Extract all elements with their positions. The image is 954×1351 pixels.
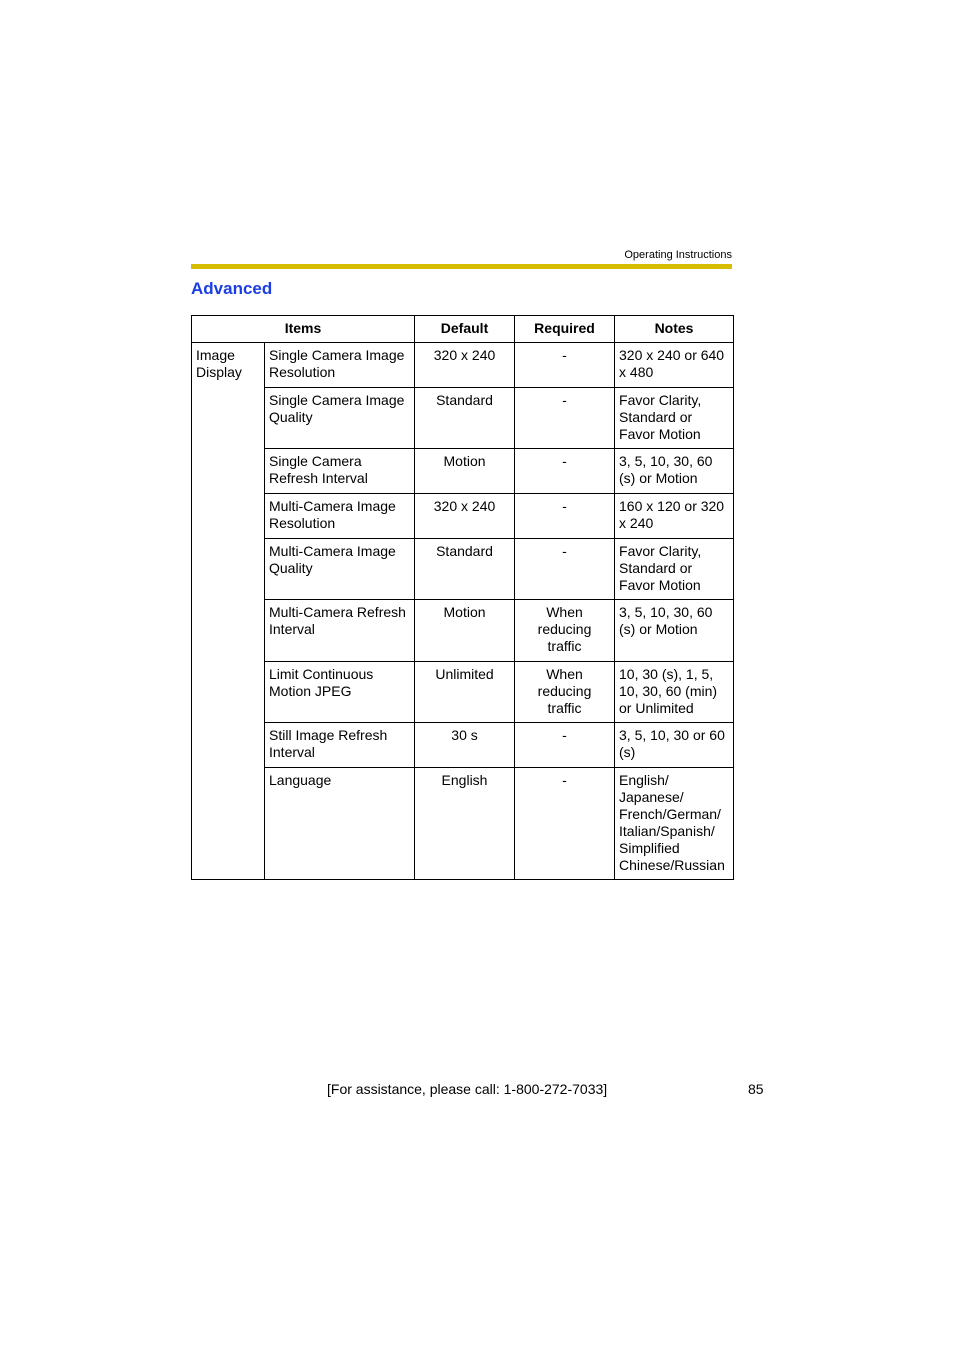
table-row (192, 388, 734, 449)
section-title: Advanced (191, 279, 273, 298)
required-cell: - (515, 768, 615, 880)
page-number: 85 (748, 1081, 764, 1097)
default-cell: 30 s (415, 723, 515, 768)
header-rule (191, 264, 732, 269)
notes-cell: 3, 5, 10, 30, 60 (s) or Motion (615, 449, 734, 494)
required-cell: When reducing traffic (515, 662, 615, 723)
item-cell: Single Camera Image Quality (265, 388, 415, 449)
group-label: Image Display (192, 343, 265, 880)
column-header-items: Items (192, 316, 415, 343)
item-cell: Multi-Camera Image Quality (265, 539, 415, 600)
required-cell: When reducing traffic (515, 600, 615, 662)
table-row (192, 539, 734, 600)
notes-cell: 3, 5, 10, 30, 60 (s) or Motion (615, 600, 734, 662)
column-header-default: Default (415, 316, 515, 343)
item-cell: Single Camera Refresh Interval (265, 449, 415, 494)
notes-cell: Favor Clarity, Standard or Favor Motion (615, 388, 734, 449)
table-row (192, 768, 734, 880)
default-cell: Standard (415, 388, 515, 449)
item-cell: Multi-Camera Refresh Interval (265, 600, 415, 662)
item-cell: Single Camera Image Resolution (265, 343, 415, 388)
header-text: Operating Instructions (624, 249, 732, 261)
required-cell: - (515, 388, 615, 449)
required-cell: - (515, 723, 615, 768)
default-cell: Unlimited (415, 662, 515, 723)
item-cell: Language (265, 768, 415, 880)
table-row (192, 343, 734, 388)
notes-cell: 10, 30 (s), 1, 5, 10, 30, 60 (min) or Unlimited (615, 662, 734, 723)
table-row (192, 600, 734, 662)
default-cell: Standard (415, 539, 515, 600)
item-cell: Multi-Camera Image Resolution (265, 494, 415, 539)
table-row (192, 494, 734, 539)
default-cell: Motion (415, 600, 515, 662)
table-row (192, 662, 734, 723)
notes-cell: Favor Clarity, Standard or Favor Motion (615, 539, 734, 600)
item-cell: Still Image Refresh Interval (265, 723, 415, 768)
default-cell: 320 x 240 (415, 343, 515, 388)
table-header-row (192, 316, 734, 343)
column-header-required: Required (515, 316, 615, 343)
required-cell: - (515, 494, 615, 539)
assistance-text: [For assistance, please call: 1-800-272-7033] (327, 1081, 608, 1097)
required-cell: - (515, 539, 615, 600)
default-cell: English (415, 768, 515, 880)
table-row (192, 723, 734, 768)
notes-cell: 160 x 120 or 320 x 240 (615, 494, 734, 539)
default-cell: Motion (415, 449, 515, 494)
required-cell: - (515, 449, 615, 494)
required-cell: - (515, 343, 615, 388)
notes-cell: 3, 5, 10, 30 or 60 (s) (615, 723, 734, 768)
table-row (192, 449, 734, 494)
default-cell: 320 x 240 (415, 494, 515, 539)
settings-table (191, 315, 734, 880)
notes-cell: English/ Japanese/ French/German/ Italian/Spanish/ Simplified Chinese/Russian (615, 768, 734, 880)
column-header-notes: Notes (615, 316, 734, 343)
item-cell: Limit Continuous Motion JPEG (265, 662, 415, 723)
notes-cell: 320 x 240 or 640 x 480 (615, 343, 734, 388)
